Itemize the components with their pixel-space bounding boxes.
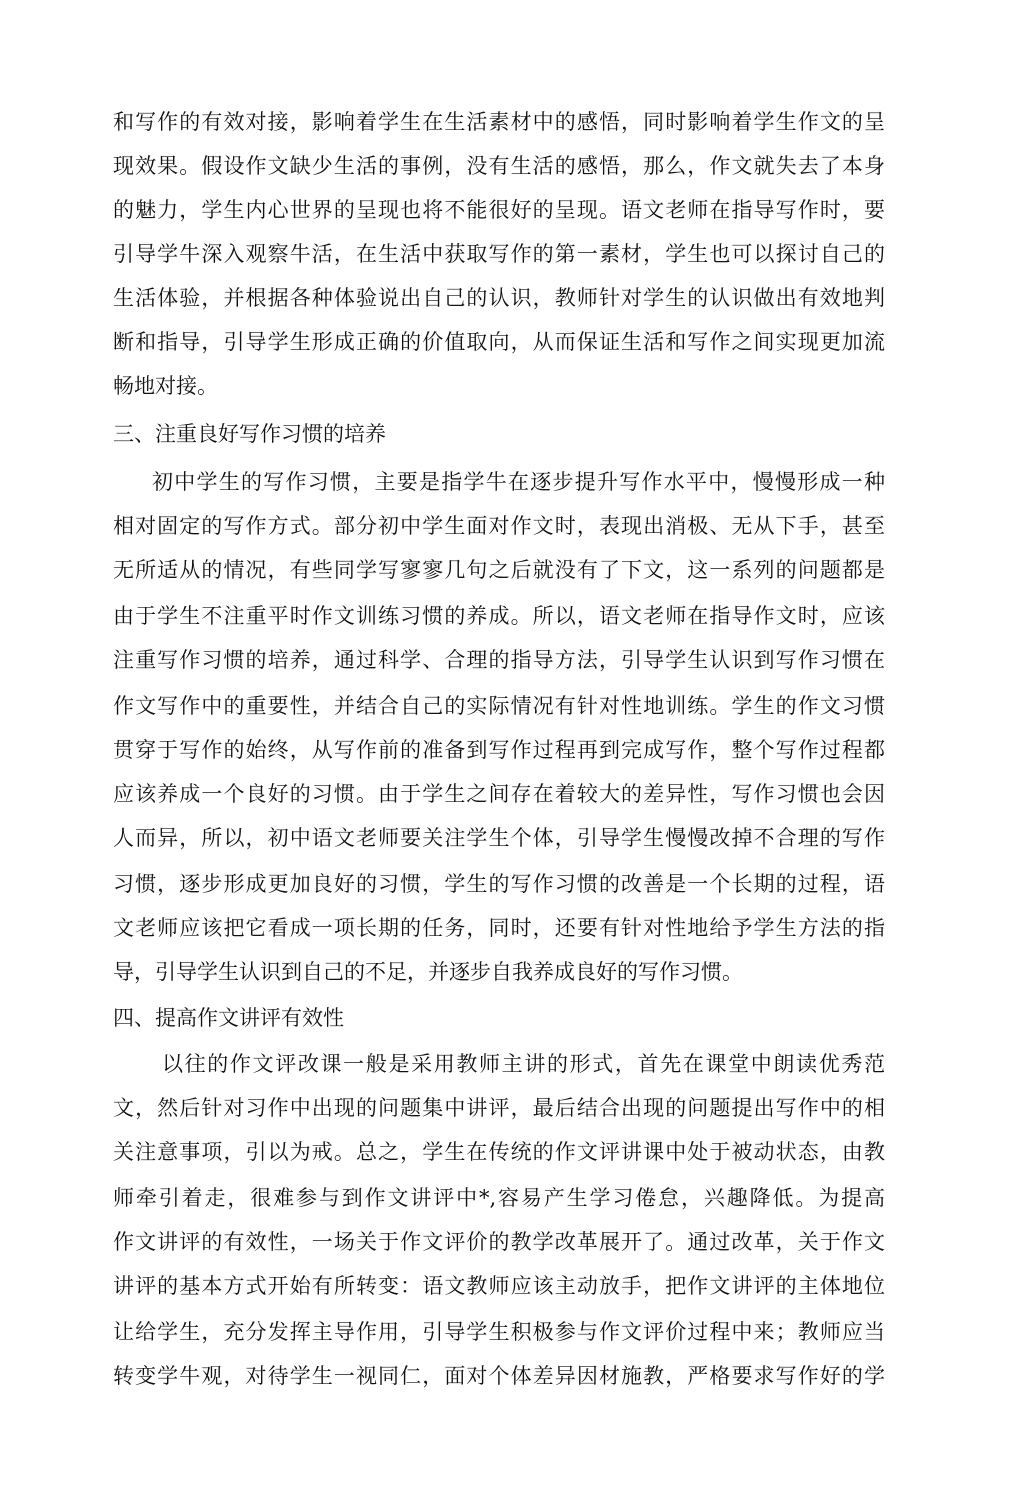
body-text-line: 断和指导，引导学生形成正确的价值取向，从而保证生活和写作之间实现更加流: [113, 330, 885, 354]
body-text-line: 相对固定的写作方式。部分初中学生面对作文时，表现出消极、无从下手，甚至: [113, 514, 885, 538]
body-text-line: 贯穿于写作的始终，从写作前的准备到写作过程再到完成写作，整个写作过程都: [113, 738, 885, 762]
body-text-line: 的魅力，学生内心世界的呈现也将不能很好的呈现。语文老师在指导写作时，要: [113, 198, 885, 222]
body-text-line: 以往的作文评改课一般是采用教师主讲的形式，首先在课堂中朗读优秀范: [162, 1052, 885, 1076]
body-text-line: 作文讲评的有效性，一场关于作文评价的教学改革展开了。通过改革，关于作文: [113, 1230, 885, 1254]
body-text-line: 师牵引着走，很难参与到作文讲评中*,容易产生学习倦怠，兴趣降低。为提高: [113, 1186, 885, 1210]
body-text-line: 导，引导学生认识到自己的不足，并逐步自我养成良好的写作习惯。: [113, 960, 743, 984]
body-text-line: 转变学牛观，对待学生一视同仁，面对个体差异因材施教，严格要求写作好的学: [113, 1364, 885, 1388]
section-heading: 三、注重良好写作习惯的培养: [113, 422, 386, 446]
body-text-line: 初中学生的写作习惯，主要是指学牛在逐步提升写作水平中，慢慢形成一种: [152, 470, 885, 494]
body-text-line: 注重写作习惯的培养，通过科学、合理的指导方法，引导学生认识到写作习惯在: [113, 648, 885, 672]
body-text-line: 作文写作中的重要性，并结合自己的实际情况有针对性地训练。学生的作文习惯: [113, 694, 885, 718]
body-text-line: 人而异，所以，初中语文老师要关注学生个体，引导学生慢慢改掉不合理的写作: [113, 826, 885, 850]
body-text-line: 文，然后针对习作中出现的问题集中讲评，最后结合出现的问题提出写作中的相: [113, 1096, 885, 1120]
body-text-line: 畅地对接。: [113, 374, 218, 398]
body-text-line: 由于学生不注重平时作文训练习惯的养成。所以，语文老师在指导作文时，应该: [113, 604, 885, 628]
section-heading: 四、提高作文讲评有效性: [113, 1006, 344, 1030]
body-text-line: 无所适从的情况，有些同学写寥寥几句之后就没有了下文，这一系列的问题都是: [113, 558, 885, 582]
body-text-line: 文老师应该把它看成一项长期的任务，同时，还要有针对性地给予学生方法的指: [113, 916, 885, 940]
body-text-line: 现效果。假设作文缺少生活的事例，没有生活的感悟，那么，作文就失去了本身: [113, 154, 885, 178]
body-text-line: 生活体验，并根据各种体验说出自己的认识，教师针对学生的认识做出有效地判: [113, 286, 885, 310]
body-text-line: 和写作的有效对接，影响着学生在生活素材中的感悟，同时影响着学生作文的呈: [113, 110, 885, 134]
body-text-line: 引导学牛深入观察牛活，在生活中获取写作的第一素材，学生也可以探讨自己的: [113, 242, 885, 266]
body-text-line: 关注意事项，引以为戒。总之，学生在传统的作文评讲课中处于被动状态，由教: [113, 1140, 885, 1164]
body-text-line: 应该养成一个良好的习惯。由于学生之间存在着较大的差异性，写作习惯也会因: [113, 782, 885, 806]
body-text-line: 习惯，逐步形成更加良好的习惯，学生的写作习惯的改善是一个长期的过程，语: [113, 872, 885, 896]
body-text-line: 讲评的基本方式开始有所转变：语文教师应该主动放手，把作文讲评的主体地位: [113, 1274, 885, 1298]
body-text-line: 让给学生，充分发挥主导作用，引导学生积极参与作文评价过程中来；教师应当: [113, 1320, 885, 1344]
